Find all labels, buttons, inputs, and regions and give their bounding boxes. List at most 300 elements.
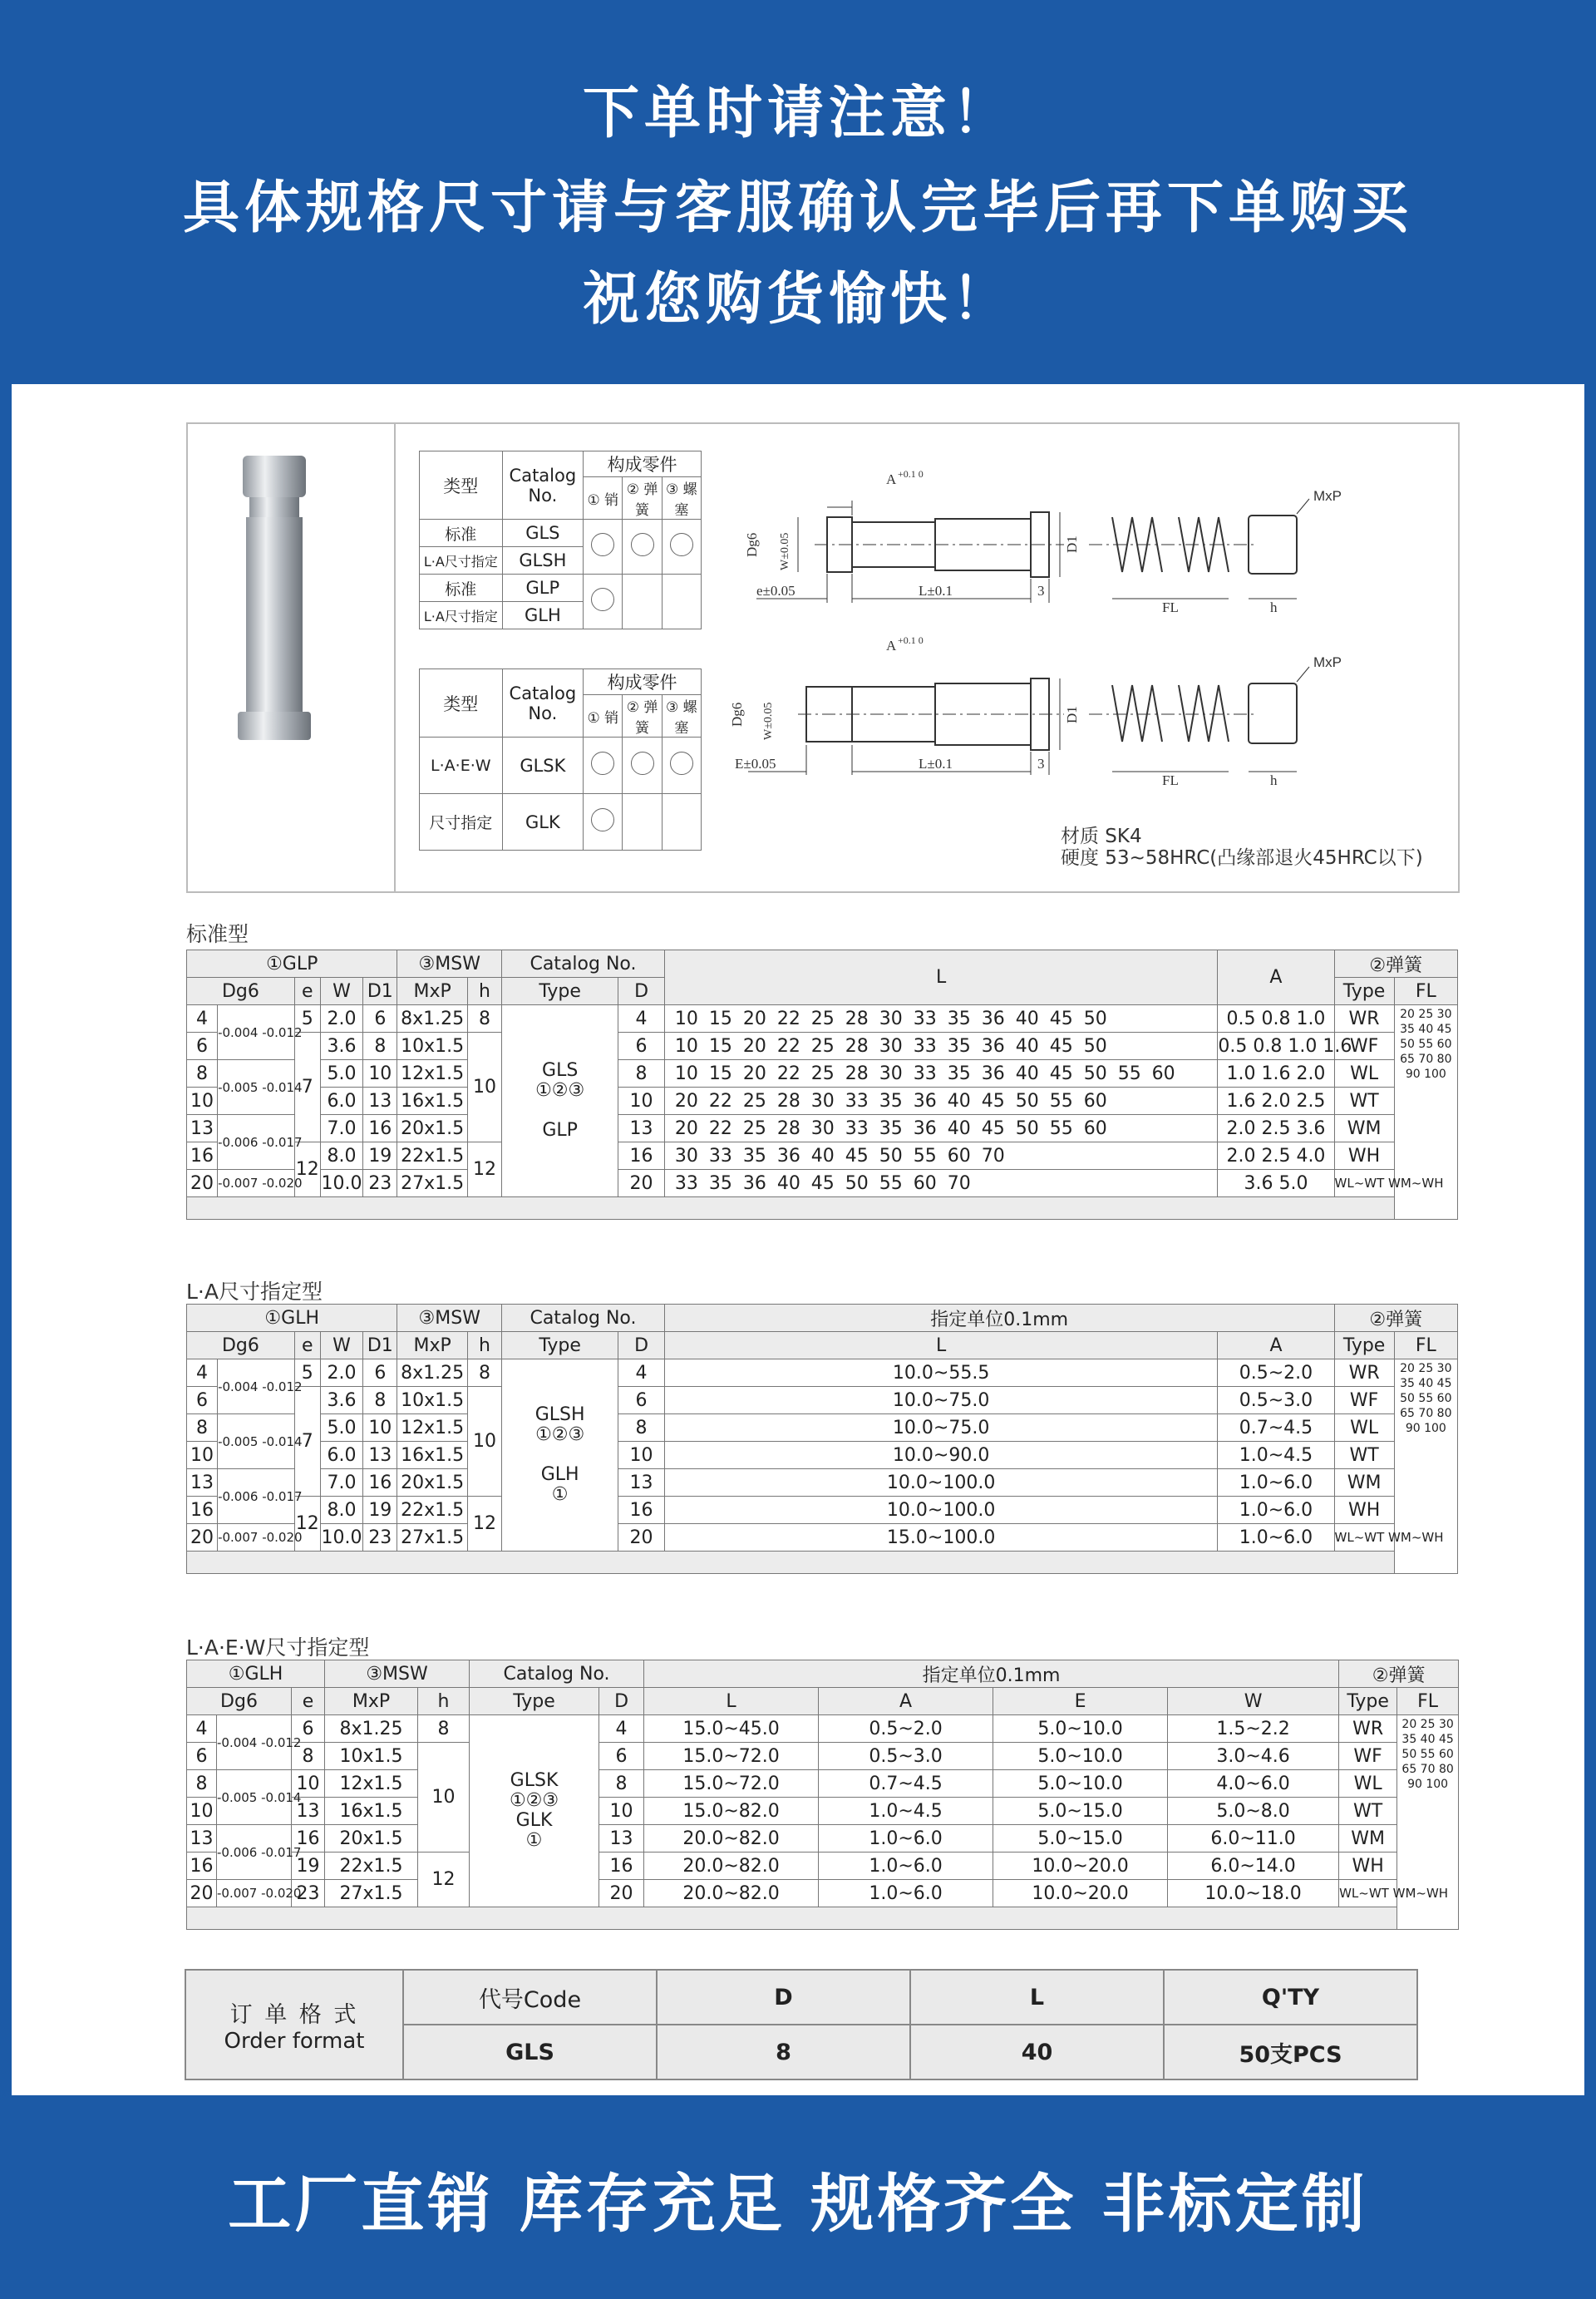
catalog-type-value: GLSK ①②③ GLK ① bbox=[470, 1715, 599, 1907]
tolerance-value: -0.004 -0.012 bbox=[218, 1005, 295, 1060]
la-w-header: W bbox=[320, 1332, 363, 1359]
cat1-p3-header: ③ 螺塞 bbox=[662, 477, 701, 520]
a-value: 1.0~6.0 bbox=[1218, 1524, 1334, 1552]
spring-type-value: WR bbox=[1334, 1359, 1394, 1387]
dg6-value: 20 bbox=[187, 1170, 218, 1197]
dim-dg6-label: Dg6 bbox=[744, 532, 760, 557]
d1-value: 13 bbox=[363, 1442, 397, 1469]
d1-value: 16 bbox=[363, 1469, 397, 1497]
e-value: 16 bbox=[292, 1825, 325, 1853]
table-row bbox=[187, 1798, 1459, 1825]
h-value: 8 bbox=[467, 1005, 501, 1033]
table-row bbox=[187, 1853, 1459, 1880]
la-type-title: L·A尺寸指定型 bbox=[186, 1280, 323, 1304]
std-d-header: D bbox=[618, 978, 665, 1005]
dim-h-label: h bbox=[1270, 772, 1278, 788]
h-value: 8 bbox=[418, 1715, 470, 1743]
l-value: 20 22 25 28 30 33 35 36 40 45 50 55 60 bbox=[664, 1088, 1218, 1115]
dg6-value: 8 bbox=[187, 1414, 218, 1442]
laew-e-header: e bbox=[292, 1688, 325, 1715]
a-value: 0.7~4.5 bbox=[1218, 1414, 1334, 1442]
top-banner bbox=[0, 0, 1596, 384]
spring-type-value: WR bbox=[1334, 1005, 1394, 1033]
laew-type-table bbox=[186, 1660, 1459, 1930]
d1-value: 16 bbox=[363, 1115, 397, 1142]
order-qty-value: 50支PCS bbox=[1164, 2025, 1417, 2079]
h-value: 10 bbox=[418, 1743, 470, 1853]
la-glh-header: ①GLH bbox=[187, 1305, 397, 1332]
mxp-value: 12x1.5 bbox=[397, 1060, 467, 1088]
d1-value: 6 bbox=[363, 1005, 397, 1033]
tolerance-value: -0.006 -0.017 bbox=[218, 1115, 295, 1170]
d-value: 16 bbox=[618, 1497, 665, 1524]
dg6-value: 8 bbox=[187, 1770, 217, 1798]
order-l-header: L bbox=[910, 1970, 1164, 2025]
w-value: 7.0 bbox=[320, 1469, 363, 1497]
d-value: 6 bbox=[618, 1033, 665, 1060]
dg6-value: 20 bbox=[187, 1880, 217, 1907]
material-note: 材质 SK4 bbox=[1061, 826, 1142, 847]
std-h-header: h bbox=[467, 978, 501, 1005]
mxp-value: 22x1.5 bbox=[397, 1142, 467, 1170]
table-row bbox=[187, 1088, 1458, 1115]
table-row bbox=[187, 1715, 1459, 1743]
e-value: 19 bbox=[292, 1853, 325, 1880]
e-range-value: 5.0~15.0 bbox=[993, 1825, 1168, 1853]
std-l-header: L bbox=[664, 950, 1218, 1005]
a-value: 0.5~3.0 bbox=[819, 1743, 993, 1770]
cat2-p2-header: ② 弹簧 bbox=[623, 695, 662, 738]
w-range-value: 3.0~4.6 bbox=[1168, 1743, 1339, 1770]
table-row bbox=[187, 1060, 1458, 1088]
catalog-table-1 bbox=[419, 451, 702, 629]
cat2-row-no: GLK bbox=[502, 794, 584, 851]
mxp-value: 8x1.25 bbox=[397, 1005, 467, 1033]
d-value: 16 bbox=[618, 1142, 665, 1170]
e-range-value: 10.0~20.0 bbox=[993, 1880, 1168, 1907]
tolerance-value: -0.007 -0.020 bbox=[217, 1880, 292, 1907]
laew-type-title: L·A·E·W尺寸指定型 bbox=[186, 1635, 370, 1660]
laew-msw-header: ③MSW bbox=[325, 1660, 470, 1688]
h-value: 10 bbox=[467, 1387, 501, 1497]
mxp-value: 12x1.5 bbox=[397, 1414, 467, 1442]
d1-value: 8 bbox=[363, 1387, 397, 1414]
mxp-value: 16x1.5 bbox=[397, 1088, 467, 1115]
table-row bbox=[187, 1387, 1458, 1414]
w-value: 6.0 bbox=[320, 1442, 363, 1469]
l-value: 20.0~82.0 bbox=[644, 1825, 819, 1853]
laew-wcol-header: W bbox=[1168, 1688, 1339, 1715]
a-value: 0.5 0.8 1.0 1.6 bbox=[1218, 1033, 1334, 1060]
dg6-value: 13 bbox=[187, 1115, 218, 1142]
dim-e-label: E±0.05 bbox=[735, 756, 776, 772]
laew-a-header: A bbox=[819, 1688, 993, 1715]
w-value: 3.6 bbox=[320, 1033, 363, 1060]
std-d1-header: D1 bbox=[363, 978, 397, 1005]
part-included-icon bbox=[591, 752, 614, 775]
order-code-header: 代号Code bbox=[403, 1970, 657, 2025]
e-value: 5 bbox=[294, 1005, 320, 1033]
l-value: 15.0~100.0 bbox=[664, 1524, 1218, 1552]
e-value: 8 bbox=[292, 1743, 325, 1770]
order-format-label-en: Order format bbox=[224, 2028, 365, 2054]
la-dg6-header: Dg6 bbox=[187, 1332, 295, 1359]
laew-d-header: D bbox=[599, 1688, 644, 1715]
l-value: 20.0~82.0 bbox=[644, 1880, 819, 1907]
d1-value: 8 bbox=[363, 1033, 397, 1060]
overview-divider bbox=[394, 422, 396, 891]
dg6-value: 16 bbox=[187, 1142, 218, 1170]
laew-catalog-header: Catalog No. bbox=[470, 1660, 644, 1688]
w-value: 8.0 bbox=[320, 1497, 363, 1524]
e-value: 12 bbox=[294, 1497, 320, 1552]
dg6-value: 13 bbox=[187, 1469, 218, 1497]
d-value: 10 bbox=[618, 1442, 665, 1469]
mxp-value: 27x1.5 bbox=[397, 1170, 467, 1197]
dg6-value: 4 bbox=[187, 1359, 218, 1387]
a-value: 1.0~4.5 bbox=[819, 1798, 993, 1825]
w-value: 10.0 bbox=[320, 1524, 363, 1552]
la-h-header: h bbox=[467, 1332, 501, 1359]
d1-value: 19 bbox=[363, 1142, 397, 1170]
la-msw-header: ③MSW bbox=[397, 1305, 502, 1332]
laew-l-header: L bbox=[644, 1688, 819, 1715]
d1-value: 19 bbox=[363, 1497, 397, 1524]
dim-d1-label: D1 bbox=[1064, 706, 1080, 723]
table-row bbox=[187, 1469, 1458, 1497]
banner-line-2: 具体规格尺寸请与客服确认完毕后再下单购买 bbox=[182, 175, 1413, 241]
w-value: 5.0 bbox=[320, 1060, 363, 1088]
std-msw-header: ③MSW bbox=[397, 950, 502, 978]
catalog-type-value: GLSH ①②③ GLH ① bbox=[502, 1359, 618, 1552]
l-value: 20.0~82.0 bbox=[644, 1853, 819, 1880]
std-w-header: W bbox=[320, 978, 363, 1005]
a-value: 3.6 5.0 bbox=[1218, 1170, 1334, 1197]
l-value: 10.0~55.5 bbox=[664, 1359, 1218, 1387]
l-value: 10.0~90.0 bbox=[664, 1442, 1218, 1469]
a-value: 1.0 1.6 2.0 bbox=[1218, 1060, 1334, 1088]
cat1-row-type: 标准 bbox=[420, 520, 503, 547]
tolerance-value: -0.005 -0.014 bbox=[218, 1414, 295, 1469]
la-spring-header: ②弹簧 bbox=[1334, 1305, 1457, 1332]
std-dg6-header: Dg6 bbox=[187, 978, 295, 1005]
a-value: 2.0 2.5 4.0 bbox=[1218, 1142, 1334, 1170]
laew-type-header: Type bbox=[470, 1688, 599, 1715]
table-footer-cell bbox=[187, 1197, 1395, 1220]
l-value: 10.0~100.0 bbox=[664, 1497, 1218, 1524]
cat1-row-no: GLP bbox=[502, 575, 584, 602]
cat2-row-type: 尺寸指定 bbox=[420, 794, 503, 851]
table-row bbox=[187, 1005, 1458, 1033]
footer-slogan: 工厂直销 库存充足 规格齐全 非标定制 bbox=[228, 2167, 1368, 2241]
d-value: 20 bbox=[618, 1170, 665, 1197]
laew-glh-header: ①GLH bbox=[187, 1660, 325, 1688]
cat2-type-header: 类型 bbox=[420, 669, 503, 738]
order-d-header: D bbox=[657, 1970, 910, 2025]
la-stype-header: Type bbox=[1334, 1332, 1394, 1359]
mxp-value: 27x1.5 bbox=[325, 1880, 418, 1907]
mxp-value: 20x1.5 bbox=[325, 1825, 418, 1853]
dim-a-label: A bbox=[886, 471, 897, 487]
dim-l-label: L±0.1 bbox=[919, 583, 953, 599]
technical-drawing bbox=[729, 449, 1446, 798]
h-value: 10 bbox=[467, 1033, 501, 1142]
e-value: 7 bbox=[294, 1387, 320, 1497]
d-value: 6 bbox=[618, 1387, 665, 1414]
order-qty-header: Q'TY bbox=[1164, 1970, 1417, 2025]
e-value: 5 bbox=[294, 1359, 320, 1387]
e-value: 23 bbox=[292, 1880, 325, 1907]
cat1-row-type: L·A尺寸指定 bbox=[420, 547, 503, 575]
part-included-icon bbox=[591, 533, 614, 556]
part-included-icon bbox=[591, 588, 614, 611]
spring-type-value: WF bbox=[1339, 1743, 1397, 1770]
dg6-value: 6 bbox=[187, 1387, 218, 1414]
part-included-icon bbox=[631, 533, 654, 556]
d-value: 20 bbox=[618, 1524, 665, 1552]
mxp-value: 27x1.5 bbox=[397, 1524, 467, 1552]
dg6-value: 6 bbox=[187, 1743, 217, 1770]
spring-type-value: WH bbox=[1334, 1497, 1394, 1524]
l-value: 10 15 20 22 25 28 30 33 35 36 40 45 50 bbox=[664, 1033, 1218, 1060]
d-value: 8 bbox=[599, 1770, 644, 1798]
d1-value: 13 bbox=[363, 1088, 397, 1115]
la-e-header: e bbox=[294, 1332, 320, 1359]
cat1-row-no: GLH bbox=[502, 602, 584, 629]
spring-type-value: WL~WT WM~WH bbox=[1339, 1880, 1397, 1907]
cat2-parts-header: 构成零件 bbox=[584, 669, 702, 695]
fl-value: 20 25 30 35 40 45 50 55 60 65 70 80 90 100 bbox=[1394, 1359, 1457, 1574]
dim-e-label: e±0.05 bbox=[756, 583, 796, 599]
spring-type-value: WL bbox=[1334, 1414, 1394, 1442]
a-value: 1.0~6.0 bbox=[819, 1853, 993, 1880]
mxp-value: 12x1.5 bbox=[325, 1770, 418, 1798]
cat2-row-type: L·A·E·W bbox=[420, 738, 503, 794]
order-code-value: GLS bbox=[403, 2025, 657, 2079]
l-value: 10 15 20 22 25 28 30 33 35 36 40 45 50 bbox=[664, 1005, 1218, 1033]
w-value: 10.0 bbox=[320, 1170, 363, 1197]
d-value: 10 bbox=[599, 1798, 644, 1825]
l-value: 10.0~75.0 bbox=[664, 1414, 1218, 1442]
table-row bbox=[187, 1170, 1458, 1197]
std-catalog-header: Catalog No. bbox=[502, 950, 665, 978]
w-value: 7.0 bbox=[320, 1115, 363, 1142]
catalog-table-2 bbox=[419, 668, 702, 851]
la-unit-header: 指定单位0.1mm bbox=[664, 1305, 1334, 1332]
a-value: 0.5~2.0 bbox=[819, 1715, 993, 1743]
dim-a-tol: +0.1 0 bbox=[898, 468, 924, 480]
a-value: 1.6 2.0 2.5 bbox=[1218, 1088, 1334, 1115]
l-value: 15.0~72.0 bbox=[644, 1743, 819, 1770]
standard-type-table bbox=[186, 950, 1458, 1220]
d-value: 13 bbox=[599, 1825, 644, 1853]
cat1-parts-header: 构成零件 bbox=[584, 451, 702, 477]
std-type-header: Type bbox=[502, 978, 618, 1005]
la-catalog-header: Catalog No. bbox=[502, 1305, 665, 1332]
cat2-catalog-header: Catalog No. bbox=[502, 669, 584, 738]
w-value: 2.0 bbox=[320, 1005, 363, 1033]
part-included-icon bbox=[591, 808, 614, 831]
dg6-value: 6 bbox=[187, 1033, 218, 1060]
a-value: 1.0~6.0 bbox=[1218, 1469, 1334, 1497]
dg6-value: 10 bbox=[187, 1798, 217, 1825]
la-mxp-header: MxP bbox=[397, 1332, 467, 1359]
cat1-row-type: 标准 bbox=[420, 575, 503, 602]
std-glp-header: ①GLP bbox=[187, 950, 397, 978]
l-value: 30 33 35 36 40 45 50 55 60 70 bbox=[664, 1142, 1218, 1170]
cat1-p2-header: ② 弹簧 bbox=[623, 477, 662, 520]
spring-type-value: WF bbox=[1334, 1033, 1394, 1060]
hardness-note: 硬度 53~58HRC(凸缘部退火45HRC以下) bbox=[1061, 847, 1423, 869]
a-value: 0.5~2.0 bbox=[1218, 1359, 1334, 1387]
w-value: 3.6 bbox=[320, 1387, 363, 1414]
l-value: 33 35 36 40 45 50 55 60 70 bbox=[664, 1170, 1218, 1197]
d1-value: 6 bbox=[363, 1359, 397, 1387]
d-value: 16 bbox=[599, 1853, 644, 1880]
tolerance-value: -0.006 -0.017 bbox=[218, 1469, 295, 1524]
a-value: 1.0~6.0 bbox=[819, 1825, 993, 1853]
la-a-header: A bbox=[1218, 1332, 1334, 1359]
spring-type-value: WM bbox=[1334, 1469, 1394, 1497]
dim-w-label: W±0.05 bbox=[779, 532, 791, 570]
w-range-value: 5.0~8.0 bbox=[1168, 1798, 1339, 1825]
banner-line-1: 下单时请注意！ bbox=[582, 81, 1013, 146]
table-footer-row bbox=[187, 1552, 1458, 1574]
laew-ecol-header: E bbox=[993, 1688, 1168, 1715]
d-value: 20 bbox=[599, 1880, 644, 1907]
la-type-table bbox=[186, 1304, 1458, 1574]
cat1-p1-header: ① 销 bbox=[584, 477, 623, 520]
w-range-value: 6.0~14.0 bbox=[1168, 1853, 1339, 1880]
cat1-row-type: L·A尺寸指定 bbox=[420, 602, 503, 629]
table-row bbox=[187, 1115, 1458, 1142]
e-range-value: 5.0~10.0 bbox=[993, 1770, 1168, 1798]
mxp-value: 8x1.25 bbox=[397, 1359, 467, 1387]
l-value: 10 15 20 22 25 28 30 33 35 36 40 45 50 55 60 bbox=[664, 1060, 1218, 1088]
guide-pin-image bbox=[224, 449, 324, 748]
mxp-value: 22x1.5 bbox=[397, 1497, 467, 1524]
spring-type-value: WL~WT WM~WH bbox=[1334, 1170, 1394, 1197]
table-footer-row bbox=[187, 1197, 1458, 1220]
d-value: 6 bbox=[599, 1743, 644, 1770]
table-row bbox=[187, 1414, 1458, 1442]
table-row bbox=[187, 1770, 1459, 1798]
mxp-value: 16x1.5 bbox=[397, 1442, 467, 1469]
tolerance-value: -0.006 -0.017 bbox=[217, 1825, 292, 1880]
a-value: 0.7~4.5 bbox=[819, 1770, 993, 1798]
std-spring-header: ②弹簧 bbox=[1334, 950, 1457, 978]
a-value: 1.0~6.0 bbox=[1218, 1497, 1334, 1524]
d-value: 13 bbox=[618, 1469, 665, 1497]
part-included-icon bbox=[631, 752, 654, 775]
mxp-value: 20x1.5 bbox=[397, 1115, 467, 1142]
fl-value: 20 25 30 35 40 45 50 55 60 65 70 80 90 100 bbox=[1394, 1005, 1457, 1220]
part-included-icon bbox=[670, 533, 693, 556]
cat1-row-no: GLS bbox=[502, 520, 584, 547]
e-range-value: 10.0~20.0 bbox=[993, 1853, 1168, 1880]
dg6-value: 13 bbox=[187, 1825, 217, 1853]
spring-type-value: WF bbox=[1334, 1387, 1394, 1414]
std-a-header: A bbox=[1218, 950, 1334, 1005]
table-row bbox=[187, 1142, 1458, 1170]
spring-type-value: WL bbox=[1334, 1060, 1394, 1088]
dim-h-label: h bbox=[1270, 599, 1278, 615]
spring-type-value: WH bbox=[1339, 1853, 1397, 1880]
h-value: 12 bbox=[418, 1853, 470, 1907]
tolerance-value: -0.007 -0.020 bbox=[218, 1170, 295, 1197]
la-d1-header: D1 bbox=[363, 1332, 397, 1359]
e-value: 13 bbox=[292, 1798, 325, 1825]
dg6-value: 4 bbox=[187, 1715, 217, 1743]
l-value: 20 22 25 28 30 33 35 36 40 45 50 55 60 bbox=[664, 1115, 1218, 1142]
d-value: 13 bbox=[618, 1115, 665, 1142]
order-format-table bbox=[185, 1969, 1418, 2080]
d1-value: 23 bbox=[363, 1170, 397, 1197]
table-row bbox=[187, 1825, 1459, 1853]
table-row bbox=[187, 1497, 1458, 1524]
la-d-header: D bbox=[618, 1332, 665, 1359]
la-fl-header: FL bbox=[1394, 1332, 1457, 1359]
table-row bbox=[187, 1033, 1458, 1060]
a-value: 1.0~4.5 bbox=[1218, 1442, 1334, 1469]
d1-value: 10 bbox=[363, 1060, 397, 1088]
l-value: 15.0~82.0 bbox=[644, 1798, 819, 1825]
spring-type-value: WL bbox=[1339, 1770, 1397, 1798]
mxp-value: 8x1.25 bbox=[325, 1715, 418, 1743]
tolerance-value: -0.007 -0.020 bbox=[218, 1524, 295, 1552]
mxp-value: 20x1.5 bbox=[397, 1469, 467, 1497]
dim-mxp-label: MxP bbox=[1313, 654, 1342, 670]
a-value: 0.5~3.0 bbox=[1218, 1387, 1334, 1414]
dim-3-label: 3 bbox=[1037, 756, 1045, 772]
spring-type-value: WT bbox=[1339, 1798, 1397, 1825]
dim-mxp-label: MxP bbox=[1313, 488, 1342, 504]
dim-a-label: A bbox=[886, 638, 897, 654]
d1-value: 23 bbox=[363, 1524, 397, 1552]
mxp-value: 10x1.5 bbox=[397, 1033, 467, 1060]
d-value: 4 bbox=[618, 1005, 665, 1033]
mxp-value: 22x1.5 bbox=[325, 1853, 418, 1880]
mxp-value: 10x1.5 bbox=[397, 1387, 467, 1414]
order-d-value: 8 bbox=[657, 2025, 910, 2079]
e-value: 12 bbox=[294, 1142, 320, 1197]
dim-l-label: L±0.1 bbox=[919, 756, 953, 772]
spring-type-value: WH bbox=[1334, 1142, 1394, 1170]
la-type-header: Type bbox=[502, 1332, 618, 1359]
h-value: 8 bbox=[467, 1359, 501, 1387]
table-row bbox=[187, 1880, 1459, 1907]
a-value: 2.0 2.5 3.6 bbox=[1218, 1115, 1334, 1142]
cat1-row-no: GLSH bbox=[502, 547, 584, 575]
cat1-catalog-header: Catalog No. bbox=[502, 451, 584, 520]
e-value: 7 bbox=[294, 1033, 320, 1142]
dg6-value: 8 bbox=[187, 1060, 218, 1088]
l-value: 15.0~72.0 bbox=[644, 1770, 819, 1798]
laew-fl-header: FL bbox=[1397, 1688, 1459, 1715]
a-value: 1.0~6.0 bbox=[819, 1880, 993, 1907]
cat2-row-no: GLSK bbox=[502, 738, 584, 794]
w-range-value: 10.0~18.0 bbox=[1168, 1880, 1339, 1907]
tolerance-value: -0.005 -0.014 bbox=[217, 1770, 292, 1825]
tolerance-value: -0.004 -0.012 bbox=[217, 1715, 292, 1770]
w-value: 2.0 bbox=[320, 1359, 363, 1387]
la-l-header: L bbox=[664, 1332, 1218, 1359]
dg6-value: 10 bbox=[187, 1088, 218, 1115]
spring-type-value: WT bbox=[1334, 1088, 1394, 1115]
d-value: 8 bbox=[618, 1414, 665, 1442]
fl-value: 20 25 30 35 40 45 50 55 60 65 70 80 90 100 bbox=[1397, 1715, 1459, 1930]
d-value: 4 bbox=[599, 1715, 644, 1743]
